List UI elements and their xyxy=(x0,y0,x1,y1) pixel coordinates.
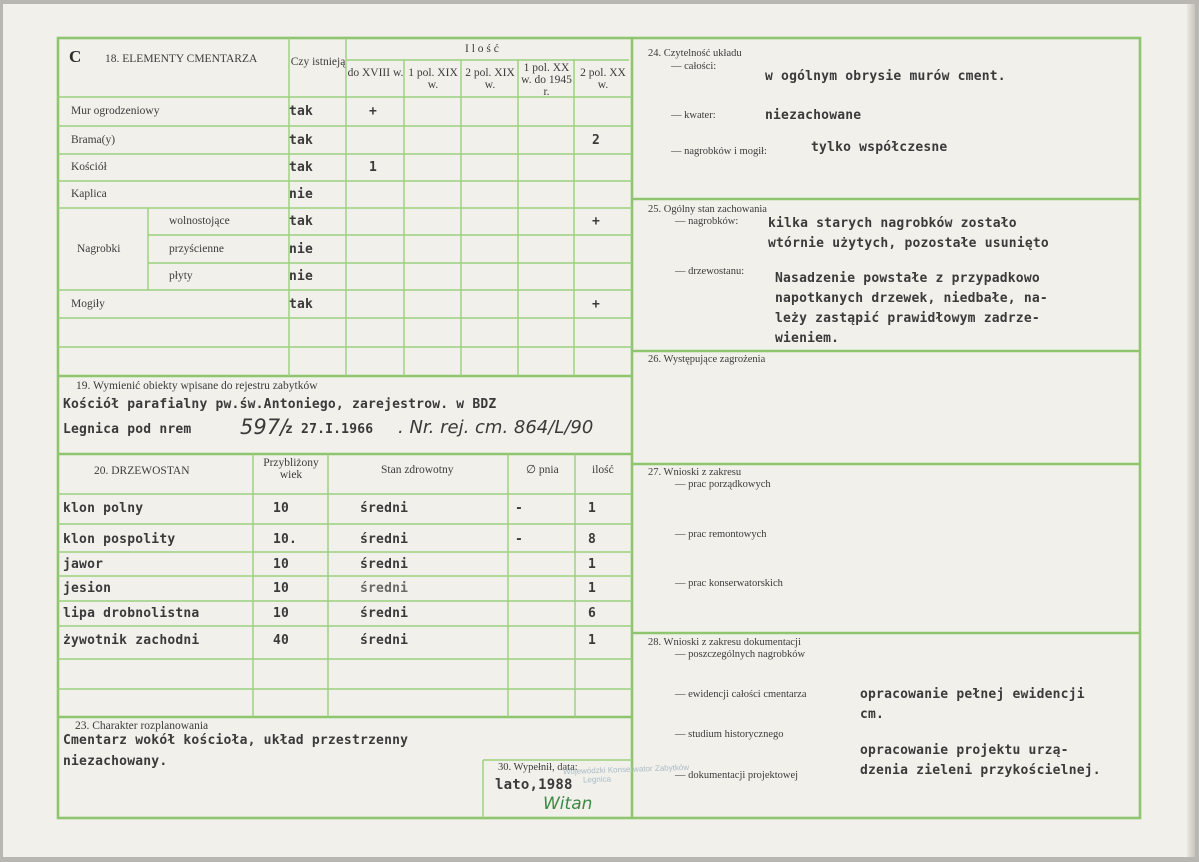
s28-title: 28. Wnioski z zakresu dokumentacji xyxy=(648,637,801,648)
s20-species: jawor xyxy=(63,557,104,572)
s20-count: 8 xyxy=(588,532,597,547)
s20-age: 10 xyxy=(273,581,290,596)
s20-health: średni xyxy=(360,557,409,572)
s20-age: 40 xyxy=(273,633,290,648)
s25-tree-label: — drzewostanu: xyxy=(675,266,745,277)
s30-date: lato,1988 xyxy=(495,777,573,793)
s18-exists-value: tak xyxy=(289,133,314,148)
s27-item: — prac porządkowych xyxy=(675,479,771,490)
s18-row-label: Kaplica xyxy=(71,188,107,200)
s20-age: 10 xyxy=(273,606,290,621)
s20-trunk: - xyxy=(515,532,524,547)
s18-exists-value: nie xyxy=(289,242,314,257)
s28-evidence-line: opracowanie pełnej ewidencji xyxy=(860,687,1085,702)
s18-qty-value: + xyxy=(369,104,378,119)
s19-handwritten-number: 597/ xyxy=(240,415,288,439)
s18-qty-value: 2 xyxy=(592,133,601,148)
s20-col-health: Stan zdrowotny xyxy=(381,464,454,476)
signature: Witan xyxy=(543,794,593,814)
s25-tomb-line: kilka starych nagrobków zostało xyxy=(768,216,1017,231)
s18-row-label: Brama(y) xyxy=(71,134,116,146)
s18-row-label: Kościół xyxy=(71,161,107,173)
s24-graves-value: tylko współczesne xyxy=(811,140,948,155)
s18-qty-value: + xyxy=(592,297,601,312)
s27-item: — prac remontowych xyxy=(675,529,767,540)
s28-project-line: opracowanie projektu urzą- xyxy=(860,743,1069,758)
s25-tomb-label: — nagrobków: xyxy=(675,216,739,227)
s30-title: 30. Wypełnił, data: xyxy=(498,762,578,773)
s20-col-count: ilość xyxy=(592,464,614,476)
s25-tomb-line: wtórnie użytych, pozostałe usunięto xyxy=(768,236,1049,251)
s18-group-label: Nagrobki xyxy=(77,243,121,255)
s27-title: 27. Wnioski z zakresu xyxy=(648,467,742,478)
s18-exists-value: tak xyxy=(289,297,314,312)
s28-item: — ewidencji całości cmentarza xyxy=(675,689,807,700)
s23-line1: Cmentarz wokół kościoła, układ przestrzenny xyxy=(63,733,409,748)
s20-age: 10. xyxy=(273,532,298,547)
s19-line2b: z 27.I.1966 xyxy=(285,422,374,437)
s20-age: 10 xyxy=(273,557,290,572)
s28-item: — studium historycznego xyxy=(675,729,784,740)
s20-species: żywotnik zachodni xyxy=(63,633,200,648)
s20-trunk: - xyxy=(515,501,524,516)
s18-row-label: wolnostojące xyxy=(169,215,230,227)
s18-qty-header: I l o ś ć xyxy=(465,43,499,55)
s20-count: 6 xyxy=(588,606,597,621)
s18-period-1: do XVIII w. xyxy=(347,67,404,79)
s24-quarters-label: — kwater: xyxy=(671,110,716,121)
s24-whole-label: — całości: xyxy=(671,61,717,72)
s28-item: — poszczególnych nagrobków xyxy=(675,649,806,660)
s24-whole-value: w ogólnym obrysie murów cment. xyxy=(765,69,1006,84)
s18-period-3: 2 pol. XIX w. xyxy=(465,67,515,92)
s18-row-label: przyścienne xyxy=(169,243,224,255)
s25-tree-line: napotkanych drzewek, niedbałe, na- xyxy=(775,291,1048,306)
s26-title: 26. Występujące zagrożenia xyxy=(648,354,766,365)
s18-qty-value: 1 xyxy=(369,160,378,175)
form-sheet xyxy=(3,4,1195,857)
s20-health: średni xyxy=(360,633,409,648)
s18-exists-value: nie xyxy=(289,269,314,284)
section-letter: C xyxy=(69,47,82,66)
s20-count: 1 xyxy=(588,633,597,648)
s20-title: 20. DRZEWOSTAN xyxy=(94,465,190,477)
s20-count: 1 xyxy=(588,581,597,596)
s19-handwritten-register: . Nr. rej. cm. 864/L/90 xyxy=(398,417,594,438)
s18-exists-header: Czy istnieją xyxy=(290,56,346,68)
s20-species: klon polny xyxy=(63,501,144,516)
s18-exists-value: tak xyxy=(289,104,314,119)
s20-health: średni xyxy=(360,581,409,596)
s25-title: 25. Ogólny stan zachowania xyxy=(648,204,767,215)
s23-line2: niezachowany. xyxy=(63,754,168,769)
s28-item: — dokumentacji projektowej xyxy=(675,770,799,781)
s20-col-trunk: ∅ pnia xyxy=(526,464,559,476)
s19-line2a: Legnica pod nrem xyxy=(63,422,192,437)
s19-line1: Kościół parafialny pw.św.Antoniego, zarejestrow. w BDZ xyxy=(63,397,497,412)
s18-period-4: 1 pol. XX w. do 1945 r. xyxy=(521,62,572,99)
s20-count: 1 xyxy=(588,557,597,572)
s18-row-label: Mur ogrodzeniowy xyxy=(71,105,160,117)
s27-item: — prac konserwatorskich xyxy=(675,578,783,589)
s25-tree-line: Nasadzenie powstałe z przypadkowo xyxy=(775,271,1040,286)
s20-health: średni xyxy=(360,501,409,516)
s20-species: klon pospolity xyxy=(63,532,176,547)
s28-project-line: dzenia zieleni przykościelnej. xyxy=(860,763,1101,778)
s18-exists-value: tak xyxy=(289,214,314,229)
s18-qty-value: + xyxy=(592,214,601,229)
s18-period-2: 1 pol. XIX w. xyxy=(408,67,458,92)
stamp-line2: Legnica xyxy=(582,774,612,785)
s18-exists-value: nie xyxy=(289,187,314,202)
s28-evidence-line: cm. xyxy=(860,707,885,722)
s20-count: 1 xyxy=(588,501,597,516)
s18-period-5: 2 pol. XX w. xyxy=(580,67,626,92)
s20-species: jesion xyxy=(63,581,112,596)
s20-col-age: Przybliżony wiek xyxy=(263,457,319,482)
s18-row-label: Mogiły xyxy=(71,298,105,310)
s25-tree-line: leży zastąpić prawidłowym zadrze- xyxy=(775,311,1040,326)
s18-row-label: płyty xyxy=(169,270,193,282)
s19-title: 19. Wymienić obiekty wpisane do rejestru zabytków xyxy=(76,380,318,392)
s20-species: lipa drobnolistna xyxy=(63,606,200,621)
s24-quarters-value: niezachowane xyxy=(765,108,862,123)
s20-health: średni xyxy=(360,532,409,547)
s25-tree-line: wieniem. xyxy=(775,331,840,346)
s18-exists-value: tak xyxy=(289,160,314,175)
stamp-line1: Wojewódzki Konserwator Zabytków xyxy=(562,762,690,777)
s23-title: 23. Charakter rozplanowania xyxy=(75,720,209,732)
s20-health: średni xyxy=(360,606,409,621)
s18-title: 18. ELEMENTY CMENTARZA xyxy=(105,53,258,65)
s24-graves-label: — nagrobków i mogił: xyxy=(671,146,767,157)
s24-title: 24. Czytelność układu xyxy=(648,48,742,59)
s20-age: 10 xyxy=(273,501,290,516)
